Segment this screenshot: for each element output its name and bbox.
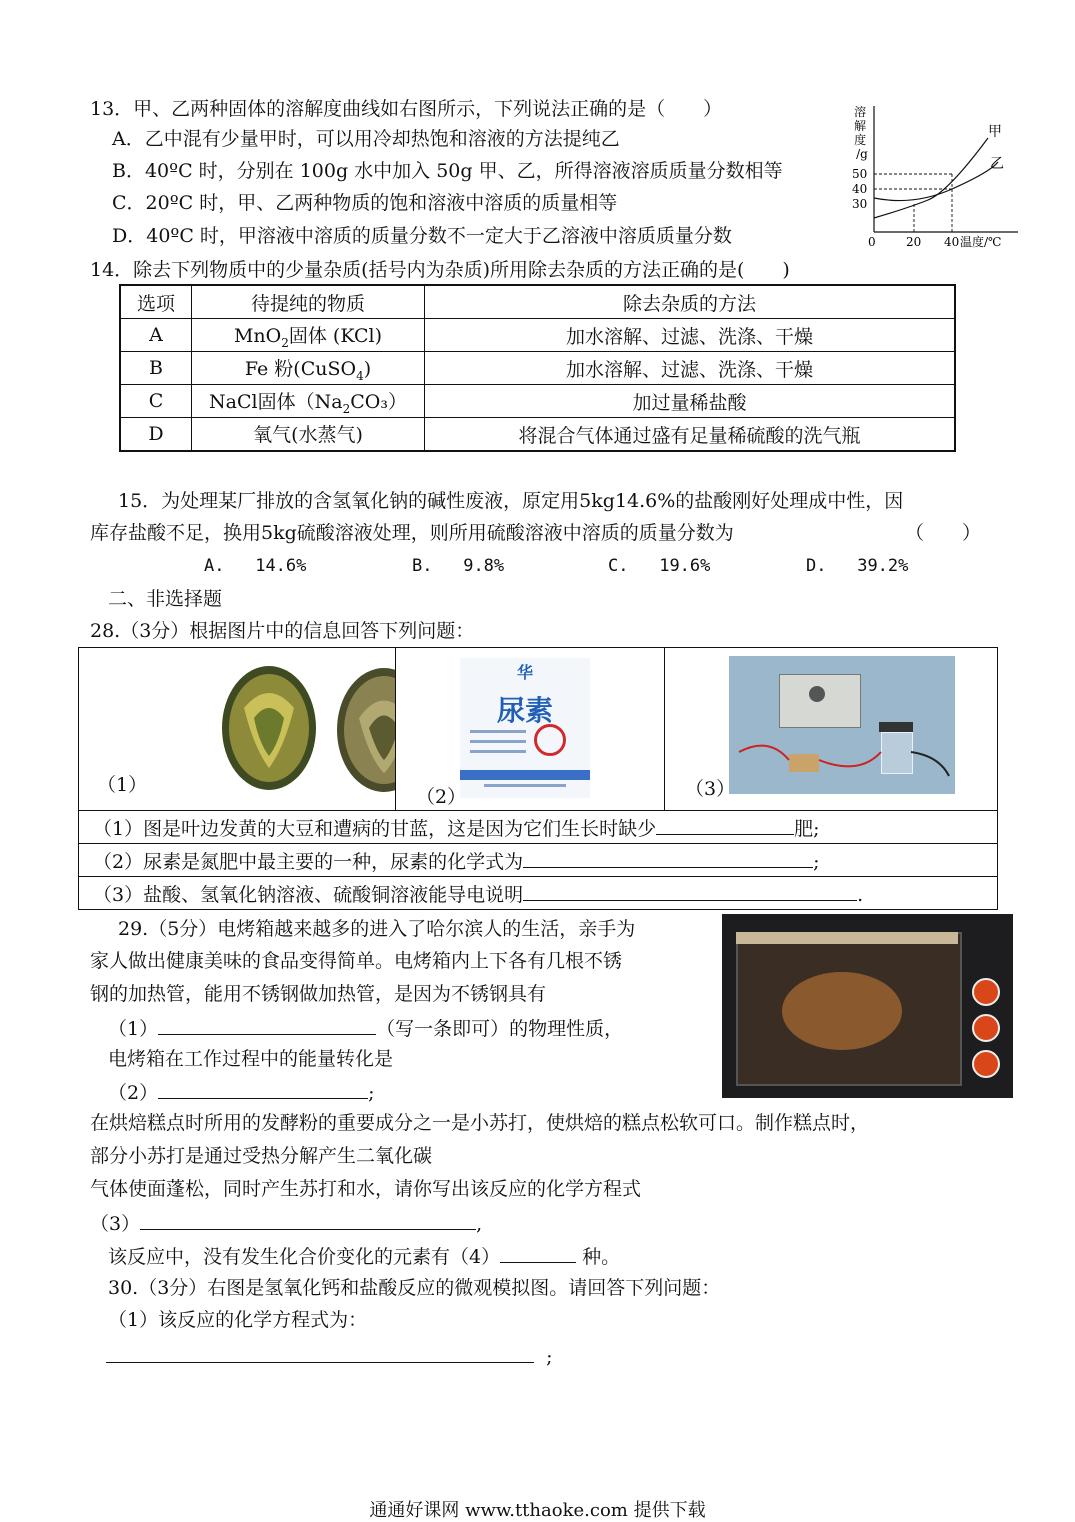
- q14-table: [119, 284, 956, 452]
- row-substance: 氧气(水蒸气): [192, 418, 425, 452]
- section-heading: 二、非选择题: [108, 588, 223, 610]
- row-option: D: [120, 418, 192, 452]
- answer-blank-1[interactable]: [656, 814, 794, 835]
- q15-option-c: C. 19.6%: [608, 556, 711, 576]
- q29-line8: 部分小苏打是通过受热分解产生二氧化碳: [90, 1145, 433, 1167]
- xtick-20: 20: [906, 235, 922, 249]
- y-axis-label: 溶 解 度 /g: [854, 105, 868, 161]
- q28-table: [78, 647, 998, 910]
- ytick-30: 30: [852, 197, 868, 211]
- roast-chicken-icon: [782, 972, 902, 1050]
- q30-stem: 30.（3分）右图是氢氧化钙和盐酸反应的微观模拟图。请回答下列问题：: [108, 1277, 721, 1299]
- row-option: B: [120, 352, 192, 385]
- bag-title: 尿素: [496, 694, 553, 727]
- x-axis-label: 温度/℃: [960, 235, 1002, 249]
- q15-paren: （ ）: [905, 522, 982, 544]
- q15-option-d: D. 39.2%: [806, 556, 909, 576]
- answer-blank-29-1[interactable]: [158, 1014, 376, 1035]
- q29-line7: 在烘焙糕点时所用的发酵粉的重要成分之一是小苏打，使烘焙的糕点松软可口。制作糕点时，: [90, 1112, 870, 1134]
- row-method: 加水溶解、过滤、洗涤、干燥: [425, 319, 956, 352]
- q13-stem: 13．甲、乙两种固体的溶解度曲线如右图所示，下列说法正确的是（ ）: [90, 98, 723, 120]
- q28-stem: 28.（3分）根据图片中的信息回答下列问题：: [90, 620, 475, 642]
- bag-brand: 华: [516, 663, 533, 682]
- q29-line5: 电烤箱在工作过程中的能量转化是: [108, 1048, 394, 1070]
- row-method: 将混合气体通过盛有足量稀硫酸的洗气瓶: [425, 418, 956, 452]
- xtick-40: 40: [944, 235, 960, 249]
- answer-blank-2[interactable]: [523, 847, 813, 868]
- q29-line1: 29.（5分）电烤箱越来越多的进入了哈尔滨人的生活，亲手为: [118, 918, 636, 940]
- ytick-40: 40: [852, 182, 868, 196]
- knob-icon: [972, 1050, 1000, 1078]
- row-method: 加水溶解、过滤、洗涤、干燥: [425, 352, 956, 385]
- image-cell-circuit: [665, 648, 998, 811]
- q15-option-b: B. 9.8%: [412, 556, 505, 576]
- q13-option-d: D．40ºC 时，甲溶液中溶质的质量分数不一定大于乙溶液中溶质质量分数: [112, 225, 732, 247]
- q13-option-b: B．40ºC 时，分别在 100g 水中加入 50g 甲、乙，所得溶液溶质质量分数相等: [112, 160, 783, 182]
- header-option: 选项: [120, 285, 192, 319]
- row-substance: MnO$_2$固体 (KCl): [192, 319, 425, 352]
- q29-line11: 该反应中，没有发生化合价变化的元素有（4） 种。: [108, 1242, 620, 1270]
- table-row: [120, 352, 955, 385]
- q15-line1: 15．为处理某厂排放的含氢氧化钠的碱性废液，原定用5kg14.6%的盐酸刚好处理成中性，因: [118, 490, 904, 512]
- q29-line4: （1） （写一条即可）的物理性质，: [108, 1014, 623, 1042]
- footer: 通通好课网 www.tthaoke.com 提供下载: [369, 1500, 706, 1521]
- urea-bag: [460, 658, 590, 798]
- caption-1: （1）: [97, 774, 148, 796]
- origin-label: 0: [868, 235, 876, 249]
- header-substance: 待提纯的物质: [192, 285, 425, 319]
- table-row: [120, 385, 955, 418]
- q28-question-1: （1）图是叶边发黄的大豆和遭病的甘蓝，这是因为它们生长时缺少 肥;: [79, 811, 998, 844]
- row-option: C: [120, 385, 192, 418]
- q15-option-a: A. 14.6%: [204, 556, 307, 576]
- q29-line6: （2） ;: [108, 1078, 375, 1106]
- ytick-50: 50: [852, 167, 868, 181]
- solubility-chart: [848, 100, 1028, 250]
- circuit-photo: [729, 656, 955, 794]
- row-method: 加过量稀盐酸: [425, 385, 956, 418]
- row-option: A: [120, 319, 192, 352]
- q14-stem: 14．除去下列物质中的少量杂质(括号内为杂质)所用除去杂质的方法正确的是( ): [90, 259, 790, 281]
- q13-option-c: C．20ºC 时，甲、乙两种物质的饱和溶液中溶质的质量相等: [112, 192, 618, 214]
- row-substance: Fe 粉(CuSO$_4$): [192, 352, 425, 385]
- knob-icon: [972, 978, 1000, 1006]
- knob-icon: [972, 1014, 1000, 1042]
- curve-jia: [874, 138, 988, 218]
- image-cell-urea-bag: [396, 648, 665, 811]
- answer-blank-3[interactable]: [523, 880, 857, 901]
- series-yi-label: 乙: [990, 156, 1004, 172]
- answer-blank-29-3[interactable]: [140, 1209, 476, 1230]
- q29-line2: 家人做出健康美味的食品变得简单。电烤箱内上下各有几根不锈: [90, 950, 623, 972]
- answer-blank-29-2[interactable]: [158, 1078, 368, 1099]
- q30-answer-line: ;: [106, 1342, 553, 1370]
- q29-line3: 钢的加热管，能用不锈钢做加热管，是因为不锈钢具有: [90, 983, 547, 1005]
- answer-blank-29-4[interactable]: [500, 1242, 576, 1263]
- image-cell-leaves: [79, 648, 396, 811]
- oven-photo: [722, 914, 1013, 1098]
- curve-yi: [874, 162, 998, 201]
- series-jia-label: 甲: [988, 124, 1002, 140]
- q13-option-a: A．乙中混有少量甲时，可以用冷却热饱和溶液的方法提纯乙: [112, 128, 620, 150]
- q29-line9: 气体使面蓬松，同时产生苏打和水，请你写出该反应的化学方程式: [90, 1178, 642, 1200]
- q28-question-2: （2）尿素是氮肥中最主要的一种，尿素的化学式为 ;: [79, 844, 998, 877]
- header-method: 除去杂质的方法: [425, 285, 956, 319]
- table-row: [120, 418, 955, 452]
- bag-logo-icon: [534, 724, 566, 756]
- q30-sub1: （1）该反应的化学方程式为：: [108, 1309, 368, 1331]
- answer-blank-30-1[interactable]: [106, 1342, 534, 1363]
- q28-question-3: （3）盐酸、氢氧化钠溶液、硫酸铜溶液能导电说明 .: [79, 877, 998, 910]
- q29-line10: （3） ,: [90, 1209, 482, 1237]
- row-substance: NaCl固体$(Na_2CO_3)$: [192, 385, 425, 418]
- q15-line2: 库存盐酸不足，换用5kg硫酸溶液处理，则所用硫酸溶液中溶质的质量分数为: [90, 522, 734, 544]
- caption-2: （2）: [416, 786, 467, 808]
- table-header-row: [120, 285, 955, 319]
- caption-3: （3）: [685, 778, 736, 800]
- table-row: [120, 319, 955, 352]
